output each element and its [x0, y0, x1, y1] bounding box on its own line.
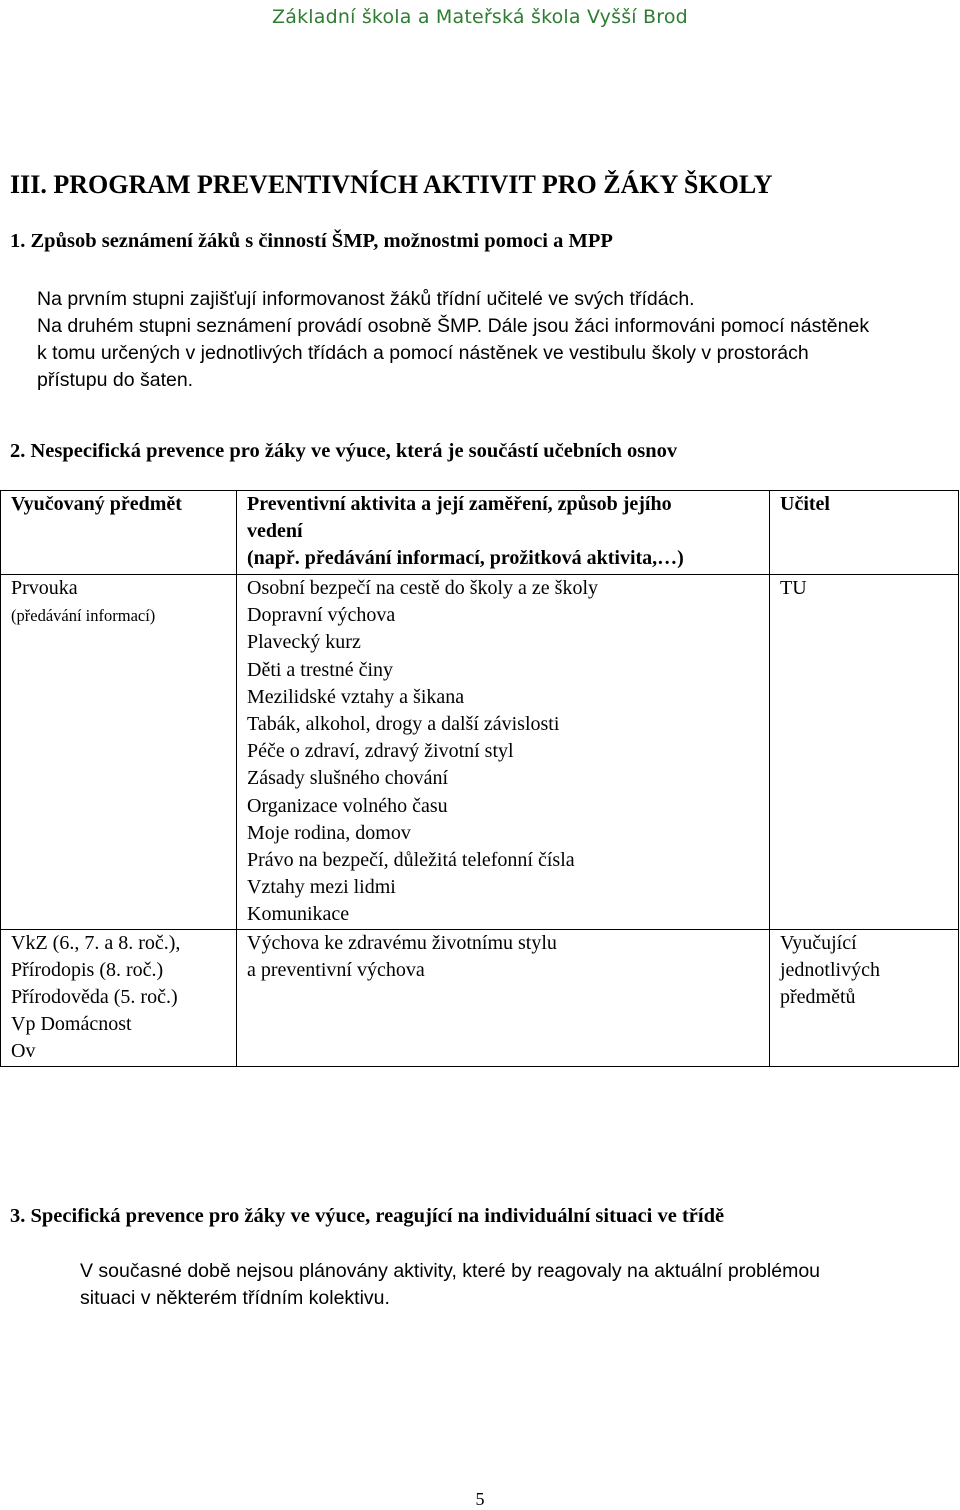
row-activity-cell: Výchova ke zdravému životnímu stylu a preventivní výchova — [237, 929, 770, 1066]
section3-line: situaci v některém třídním kolektivu. — [80, 1287, 390, 1309]
prevention-table — [0, 490, 959, 1067]
section1-paragraph — [37, 286, 869, 394]
row-teacher-cell: Vyučující jednotlivých předmětů — [770, 929, 959, 1066]
section1-line: k tomu určených v jednotlivých třídách a pomocí nástěnek ve vestibulu školy v prostorách — [37, 342, 809, 364]
section1-heading: 1. Způsob seznámení žáků s činností ŠMP, možnostmi pomoci a MPP — [10, 230, 613, 252]
row-subject-cell: VkZ (6., 7. a 8. roč.), Přírodopis (8. roč.) Přírodověda (5. roč.) Vp Domácnost Ov — [1, 929, 237, 1066]
section1-line: přístupu do šaten. — [37, 369, 194, 391]
row-subject-cell: Prvouka (předávání informací) — [1, 575, 237, 930]
section3-paragraph — [80, 1258, 820, 1312]
table-row — [1, 575, 959, 930]
row-activity-cell: Osobní bezpečí na cestě do školy a ze školy Dopravní výchova Plavecký kurz Děti a trestné činy Mezilidské vztahy a šikana Tabák, alkohol, drogy a další závislosti Péče o zdraví, zdravý životní styl Zásady slušného chování Organizace volného času Moje rodina, domov Právo na bezpečí, důležitá telefonní čísla Vztahy mezi lidmi Komunikace — [237, 575, 770, 930]
table-row — [1, 929, 959, 1066]
header-teacher: Učitel — [770, 491, 959, 575]
page-header: Základní škola a Mateřská škola Vyšší Brod — [272, 6, 688, 28]
page-number: 5 — [475, 1489, 485, 1509]
page-title: III. PROGRAM PREVENTIVNÍCH AKTIVIT PRO ŽÁKY ŠKOLY — [10, 170, 773, 199]
table-header-row — [1, 491, 959, 575]
row-teacher-cell: TU — [770, 575, 959, 930]
header-subject: Vyučovaný předmět — [1, 491, 237, 575]
section3-heading: 3. Specifická prevence pro žáky ve výuce, reagující na individuální situaci ve třídě — [10, 1205, 725, 1227]
section2-heading: 2. Nespecifická prevence pro žáky ve výuce, která je součástí učebních osnov — [10, 440, 678, 462]
section1-line: Na druhém stupni seznámení provádí osobně ŠMP. Dále jsou žáci informováni pomocí nástěnek — [37, 315, 870, 337]
section3-line: V současné době nejsou plánovány aktivity, které by reagovaly na aktuální problémou — [80, 1260, 821, 1282]
section1-line: Na prvním stupni zajišťují informovanost žáků třídní učitelé ve svých třídách. — [37, 288, 695, 310]
header-activity: Preventivní aktivita a její zaměření, způsob jejího vedení (např. předávání informací, prožitková aktivita,…) — [237, 491, 770, 575]
